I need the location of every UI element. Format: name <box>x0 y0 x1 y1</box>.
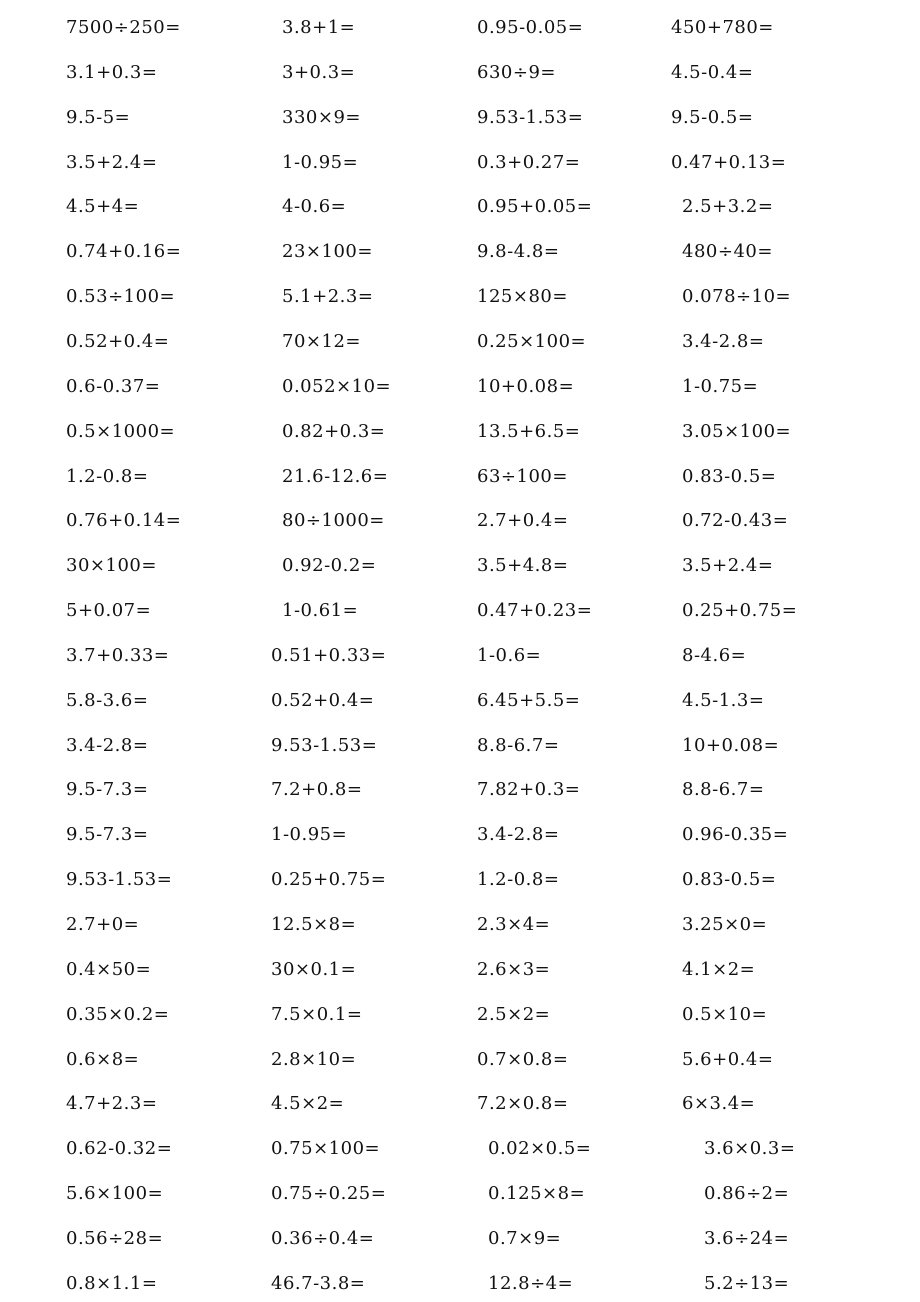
math-problem: 8-4.6= <box>682 644 747 666</box>
math-problem: 5.8-3.6= <box>66 689 149 711</box>
math-problem: 0.02×0.5= <box>488 1138 592 1160</box>
problem-row <box>0 373 920 401</box>
problem-row <box>0 1090 920 1118</box>
math-problem: 5.1+2.3= <box>282 286 374 308</box>
math-problem: 2.5+3.2= <box>682 196 774 218</box>
problem-row <box>0 104 920 132</box>
math-problem: 3.05×100= <box>682 420 792 442</box>
math-problem: 63÷100= <box>477 465 568 487</box>
problem-row <box>0 1046 920 1074</box>
math-problem: 1-0.95= <box>282 151 359 173</box>
problem-row <box>0 283 920 311</box>
math-problem: 1.2-0.8= <box>477 869 560 891</box>
math-problem: 0.74+0.16= <box>66 241 182 263</box>
math-problem: 0.125×8= <box>488 1183 586 1205</box>
math-problem: 5+0.07= <box>66 600 152 622</box>
math-problem: 7.82+0.3= <box>477 779 581 801</box>
math-problem: 7.2×0.8= <box>477 1093 569 1115</box>
math-problem: 1-0.61= <box>282 600 359 622</box>
problem-row <box>0 552 920 580</box>
problem-row <box>0 418 920 446</box>
math-problem: 2.7+0= <box>66 914 140 935</box>
math-problem: 7.5×0.1= <box>271 1003 363 1025</box>
math-problem: 23×100= <box>282 241 373 263</box>
math-problem: 330×9= <box>282 106 361 128</box>
math-problem: 4.1×2= <box>682 958 756 980</box>
math-problem: 0.078÷10= <box>682 286 792 308</box>
math-problem: 1.2-0.8= <box>66 465 149 487</box>
problem-row <box>0 776 920 804</box>
problem-row <box>0 59 920 87</box>
math-problem: 0.83-0.5= <box>682 465 777 487</box>
problem-row <box>0 238 920 266</box>
math-problem: 0.36÷0.4= <box>271 1227 375 1249</box>
problem-row <box>0 149 920 177</box>
math-problem: 3.4-2.8= <box>477 824 560 846</box>
math-problem: 4-0.6= <box>282 196 347 218</box>
math-problem: 2.6×3= <box>477 958 551 980</box>
math-problem: 3.7+0.33= <box>66 644 170 666</box>
math-problem: 9.5-7.3= <box>66 779 149 801</box>
problem-row <box>0 1225 920 1253</box>
math-problem: 9.53-1.53= <box>271 734 378 756</box>
math-problem: 0.52+0.4= <box>66 330 170 352</box>
math-problem: 0.4×50= <box>66 958 152 980</box>
math-problem: 630÷9= <box>477 61 556 83</box>
math-problem: 80÷1000= <box>282 510 385 532</box>
math-problem: 480÷40= <box>682 241 773 263</box>
math-problem: 3.8+1= <box>282 17 356 38</box>
math-problem: 4.5×2= <box>271 1093 345 1115</box>
math-problem: 1-0.95= <box>271 824 348 846</box>
math-problem: 0.3+0.27= <box>477 151 581 173</box>
math-problem: 1-0.6= <box>477 644 542 666</box>
math-problem: 125×80= <box>477 286 568 308</box>
math-problem: 30×0.1= <box>271 958 357 980</box>
math-problem: 10+0.08= <box>477 375 575 397</box>
math-problem: 0.8×1.1= <box>66 1272 158 1294</box>
math-problem: 0.51+0.33= <box>271 644 387 666</box>
math-problem: 70×12= <box>282 330 361 352</box>
math-problem: 10+0.08= <box>682 734 780 756</box>
math-problem: 2.7+0.4= <box>477 510 569 532</box>
problem-row <box>0 1135 920 1163</box>
problem-row <box>0 507 920 535</box>
problem-row <box>0 687 920 715</box>
math-problem: 9.53-1.53= <box>66 869 173 891</box>
problem-row <box>0 821 920 849</box>
math-problem: 3.4-2.8= <box>682 330 765 352</box>
math-problem: 7500÷250= <box>66 17 181 38</box>
math-problem: 0.52+0.4= <box>271 689 375 711</box>
problem-row <box>0 328 920 356</box>
math-problem: 0.47+0.13= <box>671 151 787 173</box>
math-problem: 5.6×100= <box>66 1183 164 1205</box>
math-problem: 0.86÷2= <box>704 1183 790 1205</box>
math-problem: 46.7-3.8= <box>271 1272 366 1294</box>
math-problem: 0.25+0.75= <box>271 869 387 891</box>
math-problem: 2.3×4= <box>477 914 551 935</box>
problem-row <box>0 732 920 760</box>
problem-row <box>0 14 920 42</box>
math-problem: 5.6+0.4= <box>682 1048 774 1070</box>
math-problem: 0.25+0.75= <box>682 600 798 622</box>
math-problem: 0.53÷100= <box>66 286 176 308</box>
math-problem: 2.5×2= <box>477 1003 551 1025</box>
math-problem: 3.4-2.8= <box>66 734 149 756</box>
problem-row <box>0 193 920 221</box>
problem-row <box>0 956 920 984</box>
math-problem: 0.75÷0.25= <box>271 1183 387 1205</box>
math-problem: 0.92-0.2= <box>282 555 377 577</box>
math-problem: 9.5-5= <box>66 106 131 128</box>
math-problem: 3.1+0.3= <box>66 61 158 83</box>
math-problem: 0.75×100= <box>271 1138 381 1160</box>
math-problem: 7.2+0.8= <box>271 779 363 801</box>
math-problem: 0.47+0.23= <box>477 600 593 622</box>
math-problem: 3.25×0= <box>682 914 768 935</box>
problem-row <box>0 911 920 939</box>
math-problem: 21.6-12.6= <box>282 465 389 487</box>
problem-row <box>0 1180 920 1208</box>
math-problem: 0.25×100= <box>477 330 587 352</box>
math-problem: 0.7×0.8= <box>477 1048 569 1070</box>
math-problem: 0.62-0.32= <box>66 1138 173 1160</box>
math-problem: 0.72-0.43= <box>682 510 789 532</box>
math-problem: 3.6×0.3= <box>704 1138 796 1160</box>
math-problem: 9.8-4.8= <box>477 241 560 263</box>
math-problem: 3.5+2.4= <box>682 555 774 577</box>
math-problem: 12.5×8= <box>271 914 357 935</box>
math-problem: 9.53-1.53= <box>477 106 584 128</box>
math-problem: 4.5-0.4= <box>671 61 754 83</box>
math-problem: 9.5-0.5= <box>671 106 754 128</box>
math-problem: 0.6-0.37= <box>66 375 161 397</box>
math-problem: 6×3.4= <box>682 1093 756 1115</box>
math-problem: 3.6÷24= <box>704 1227 790 1249</box>
math-problem: 0.83-0.5= <box>682 869 777 891</box>
math-problem: 0.82+0.3= <box>282 420 386 442</box>
math-problem: 0.6×8= <box>66 1048 140 1070</box>
math-problem: 8.8-6.7= <box>682 779 765 801</box>
math-problem: 0.95-0.05= <box>477 17 584 38</box>
problem-row <box>0 866 920 894</box>
math-problem: 0.7×9= <box>488 1227 562 1249</box>
math-problem: 6.45+5.5= <box>477 689 581 711</box>
math-problem: 2.8×10= <box>271 1048 357 1070</box>
math-problem: 0.35×0.2= <box>66 1003 170 1025</box>
problem-row <box>0 597 920 625</box>
math-problem: 5.2÷13= <box>704 1272 790 1294</box>
math-problem: 0.76+0.14= <box>66 510 182 532</box>
math-problem: 12.8÷4= <box>488 1272 574 1294</box>
math-problem: 13.5+6.5= <box>477 420 581 442</box>
math-problem: 1-0.75= <box>682 375 759 397</box>
math-problem: 30×100= <box>66 555 157 577</box>
math-problem: 3.5+4.8= <box>477 555 569 577</box>
problem-row <box>0 1001 920 1029</box>
math-problem: 0.5×10= <box>682 1003 768 1025</box>
math-problem: 0.95+0.05= <box>477 196 593 218</box>
problem-row <box>0 463 920 491</box>
math-problem: 4.7+2.3= <box>66 1093 158 1115</box>
problem-row <box>0 1270 920 1298</box>
math-problem: 0.96-0.35= <box>682 824 789 846</box>
problem-row <box>0 642 920 670</box>
math-problem: 8.8-6.7= <box>477 734 560 756</box>
math-problem: 9.5-7.3= <box>66 824 149 846</box>
math-problem: 4.5+4= <box>66 196 140 218</box>
math-problem: 3.5+2.4= <box>66 151 158 173</box>
math-problem: 0.052×10= <box>282 375 392 397</box>
math-problem: 0.5×1000= <box>66 420 176 442</box>
math-problem: 3+0.3= <box>282 61 356 83</box>
math-problem: 0.56÷28= <box>66 1227 164 1249</box>
math-problem: 4.5-1.3= <box>682 689 765 711</box>
math-problem: 450+780= <box>671 17 774 38</box>
